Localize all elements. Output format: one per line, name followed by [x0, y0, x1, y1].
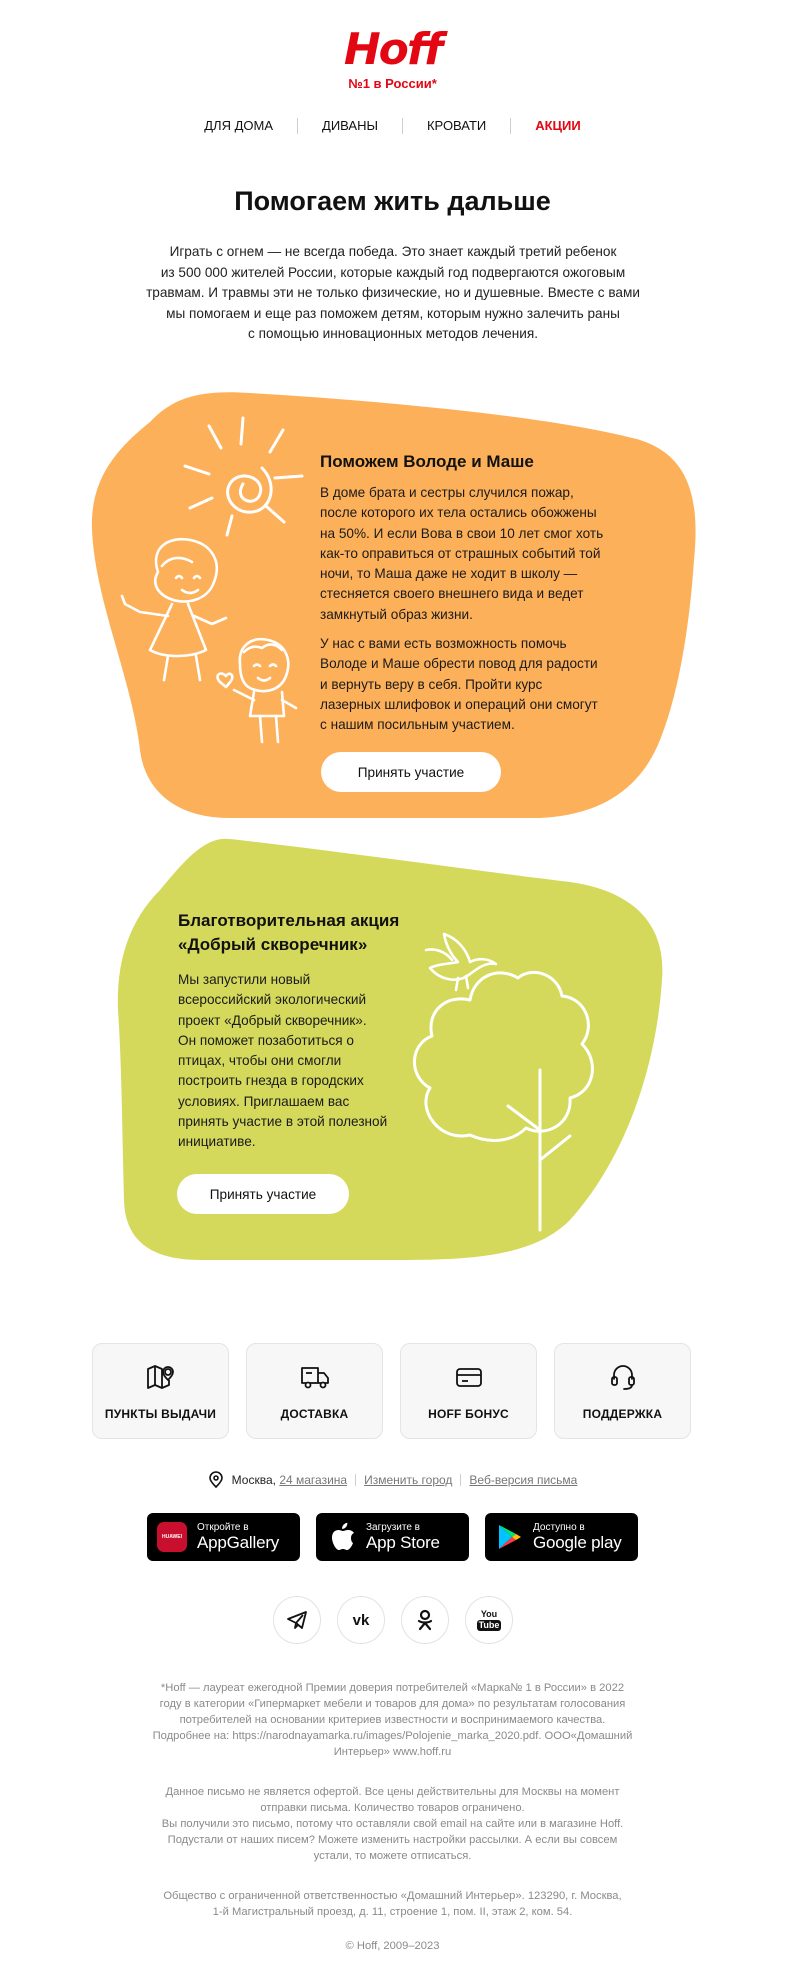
telegram-icon [286, 1610, 308, 1630]
service-delivery[interactable] [246, 1343, 383, 1439]
text-line: Володе и Маше обрести повод для радости [320, 656, 598, 672]
text-line: ночи, то Маша даже не ходит в школу — [320, 566, 578, 582]
app-store-button[interactable] [316, 1513, 469, 1561]
title-line: «Добрый скворечник» [178, 935, 368, 954]
service-label: ДОСТАВКА [280, 1407, 349, 1421]
apple-icon [330, 1522, 356, 1552]
youtube-tube: Tube [478, 1619, 500, 1630]
text-line: как-то оправиться от страшных событий той [320, 545, 601, 561]
footer-award-note [118, 1680, 667, 1760]
store-big-text: Google play [533, 1532, 622, 1552]
footer-text: . [468, 1850, 472, 1862]
store-small-text: Откройте в [197, 1521, 249, 1533]
footer-line: отправки письма. Количество товаров ограничено. [260, 1802, 525, 1814]
store-big-text: AppGallery [197, 1532, 280, 1552]
vk-icon: vk [352, 1611, 370, 1629]
intro-line: Играть с огнем — не всегда победа. Это знает каждый третий ребенок [169, 244, 617, 259]
unsubscribe-link[interactable]: отписаться [410, 1850, 469, 1862]
text-line: проект «Добрый скворечник». [178, 1012, 367, 1028]
divider [355, 1474, 356, 1486]
text-line: У нас с вами есть возможность помочь [320, 636, 567, 651]
service-label: ПУНКТЫ ВЫДАЧИ [104, 1407, 217, 1421]
text-line: лазерных шлифовок и операций они смогут [320, 696, 598, 712]
text-line: принять участие в этой полезной [178, 1114, 388, 1130]
text-line: Мы запустили новый [178, 972, 311, 987]
card2-paragraph [178, 970, 428, 1153]
service-label: HOFF БОНУС [428, 1407, 509, 1421]
huawei-icon [157, 1522, 187, 1552]
card2-participate-button[interactable]: Принять участие [177, 1174, 349, 1214]
google-play-icon [497, 1523, 523, 1551]
intro-line: с помощью инновационных методов лечения. [248, 326, 538, 341]
truck-icon [300, 1363, 330, 1391]
service-hoff-bonus[interactable] [400, 1343, 537, 1439]
card-icon [454, 1363, 484, 1391]
service-label: ПОДДЕРЖКА [582, 1407, 663, 1421]
text-line: с нашим посильным участием. [320, 717, 515, 733]
logo-wordmark: Hoff [343, 24, 442, 75]
footer-disclaimer [118, 1784, 667, 1864]
youtube-button[interactable] [465, 1596, 513, 1644]
store-small-text: Доступно в [533, 1521, 585, 1533]
telegram-button[interactable] [273, 1596, 321, 1644]
divider [460, 1474, 461, 1486]
footer-line: году в категории «Гипермаркет мебели и товаров для дома» по результатам голосования [159, 1698, 626, 1710]
service-pickup-points[interactable] [92, 1343, 229, 1439]
footer-line: 1-й Магистральный проезд, д. 11, строение 1, пом. II, этаж 2, ком. 54. [212, 1906, 573, 1918]
odnoklassniki-icon [416, 1609, 434, 1631]
footer-line [118, 1848, 667, 1864]
nav-item-promo[interactable]: АКЦИИ [535, 118, 581, 133]
text-line: построить гнезда в городских [178, 1073, 364, 1089]
text-line: стесняется своего внешнего вида и ведет [320, 586, 584, 602]
change-city-link[interactable]: Изменить город [364, 1473, 453, 1487]
page-title: Помогаем жить дальше [234, 186, 551, 216]
intro-line: травмам. И травмы эти не только физические, но и душевные. Вместе с вами [146, 285, 640, 300]
web-version-link[interactable]: Веб-версия письма [469, 1473, 578, 1487]
footer-line: потребителей на основании критериев известности и воспринимаемого качества. [179, 1714, 606, 1726]
footer-text: Подустали от наших писем? Можете [167, 1834, 359, 1846]
copyright: © Hoff, 2009–2023 [345, 1940, 440, 1952]
nav-item-beds[interactable]: КРОВАТИ [426, 118, 487, 133]
huawei-badge-text: HUAWEI [162, 1534, 182, 1540]
intro-line: мы помогаем и еще раз поможем детям, которым нужно залечить раны [166, 305, 620, 321]
footer-line: Данное письмо не является офертой. Все цены действительны для Москвы на момент [165, 1786, 620, 1798]
google-play-button[interactable] [485, 1513, 638, 1561]
footer-line [118, 1832, 667, 1848]
footer-line: *Hoff — лауреат ежегодной Премии доверия потребителей «Марка№ 1 в России» в 2022 [160, 1682, 625, 1694]
text-line: всероссийский экологический [178, 992, 367, 1008]
nav-item-sofas[interactable]: ДИВАНЫ [322, 118, 378, 133]
card1-participate-button[interactable]: Принять участие [321, 752, 501, 792]
title-line: Благотворительная акция [178, 911, 400, 930]
text-line: птицах, чтобы они смогли [178, 1053, 342, 1069]
card1-paragraph-2 [320, 634, 640, 735]
logo-tagline: №1 в России* [348, 76, 437, 91]
footer-line: Вы получили это письмо, потому что оставляли свой email на сайте или в магазине Hoff. [161, 1818, 624, 1830]
intro-line: из 500 000 жителей России, которые каждый год подвергаются ожоговым [160, 264, 626, 280]
text-line: условиях. Приглашаем вас [178, 1093, 350, 1109]
text-line: и вернуть веру в себя. Пройти курс [320, 676, 543, 692]
stores-link[interactable]: 24 магазина [279, 1473, 348, 1487]
text-line: В доме брата и сестры случился пожар, [320, 485, 574, 500]
settings-link[interactable]: изменить настройки [361, 1834, 467, 1846]
footer-legal [118, 1888, 667, 1920]
card2-title [178, 909, 438, 957]
youtube-you: You [480, 1608, 498, 1619]
footer-text: рассылки. А если вы совсем [469, 1834, 618, 1846]
odnoklassniki-button[interactable] [401, 1596, 449, 1644]
store-small-text: Загрузите в [366, 1521, 420, 1533]
location-pin-icon [208, 1471, 224, 1489]
footer-line: Подробнее на: https://narodnayamarka.ru/images/Polojenie_marka_2020.pdf. ООО«Домашний [152, 1730, 633, 1742]
footer-line: Интерьер» www.hoff.ru [333, 1746, 452, 1758]
footer-text: устали, то можете [313, 1850, 408, 1862]
text-line: после которого их тела остались обожжены [320, 505, 597, 521]
text-line: инициативе. [178, 1134, 256, 1150]
text-line: на 50%. И если Вова в свои 10 лет смог хоть [320, 525, 604, 541]
location-bar [0, 1471, 785, 1489]
map-pin-icon [146, 1363, 176, 1391]
city-name: Москва, [231, 1473, 276, 1487]
text-line: Он поможет позаботиться о [178, 1032, 354, 1048]
store-big-text: App Store [366, 1532, 440, 1552]
text-line: замкнутый образ жизни. [320, 606, 473, 622]
service-support[interactable] [554, 1343, 691, 1439]
card1-paragraph-1 [320, 483, 640, 625]
appgallery-button[interactable] [147, 1513, 300, 1561]
vk-button[interactable] [337, 1596, 385, 1644]
youtube-icon [477, 1610, 502, 1631]
footer-line: Общество с ограниченной ответственностью «Домашний Интерьер». 123290, г. Москва, [163, 1890, 622, 1902]
nav-item-home[interactable]: ДЛЯ ДОМА [204, 118, 274, 133]
headset-icon [608, 1363, 638, 1391]
card1-title: Поможем Володе и Маше [320, 452, 534, 471]
